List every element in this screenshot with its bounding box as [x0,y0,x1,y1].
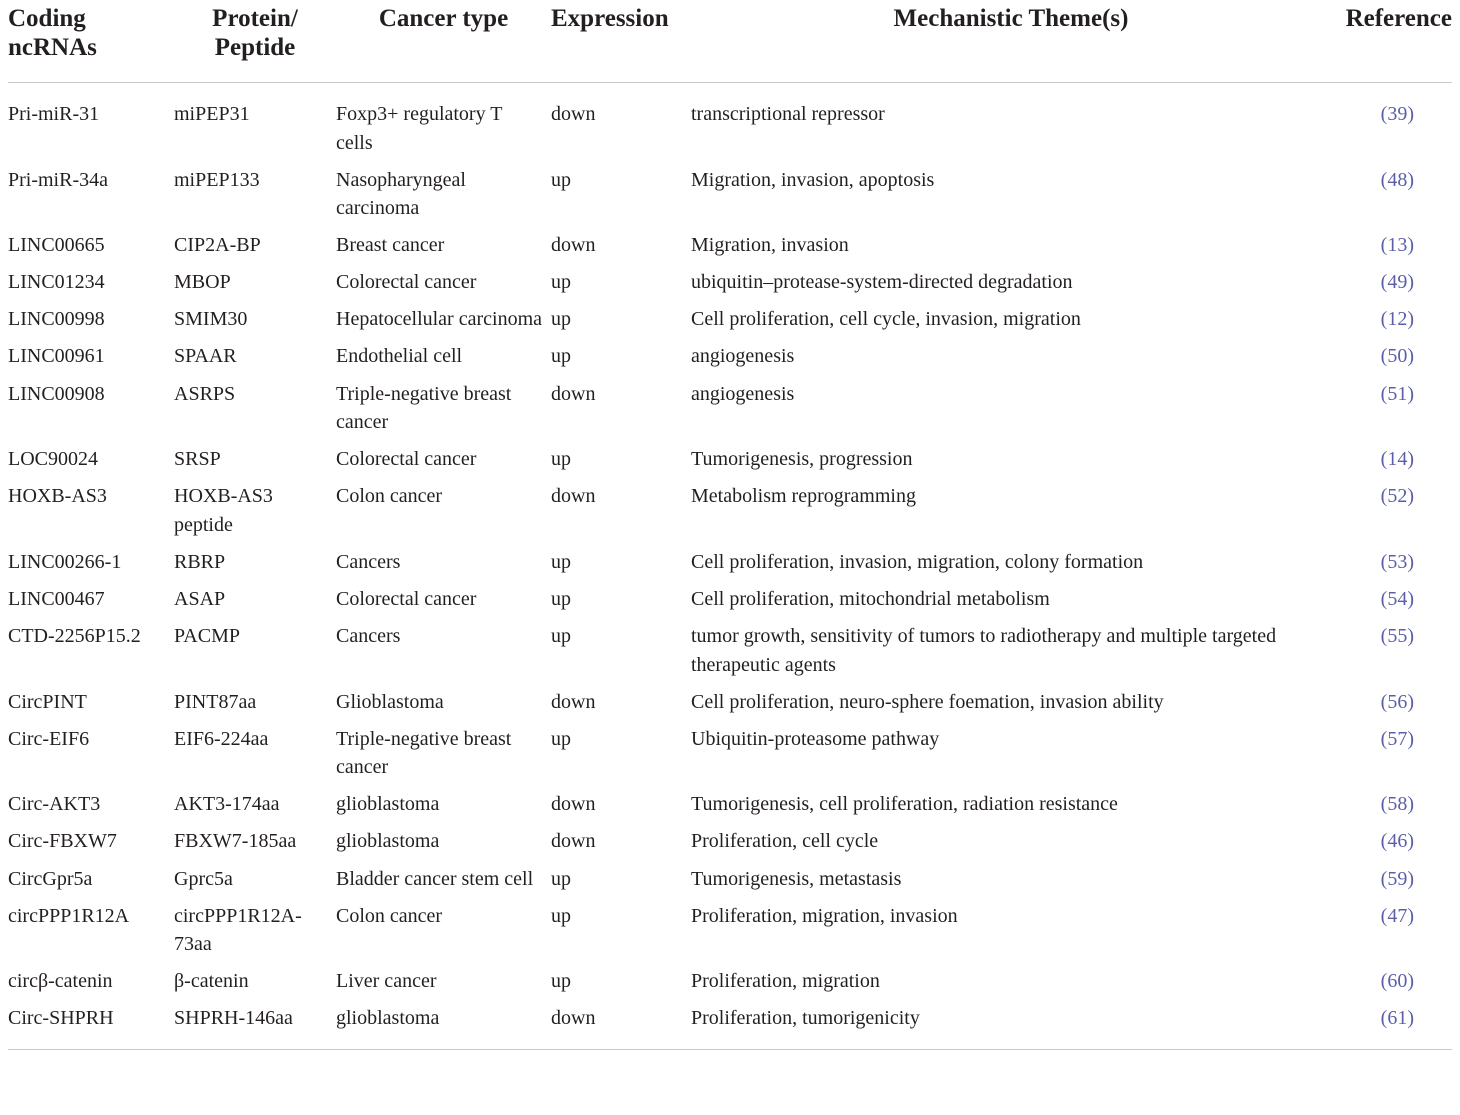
cell-cancer-type: Colorectal cancer [336,587,477,610]
ref-paren-open: ( [1380,308,1388,331]
cell-protein: SRSP [174,448,221,471]
cell-reference [1331,827,1452,864]
table-row [8,231,1452,268]
cell-cancer-type: Liver cancer [336,970,437,993]
table-row [8,865,1452,902]
reference-link[interactable]: 58 [1387,793,1408,816]
cell-protein: ASAP [174,587,226,610]
cell-ncrna: Pri-miR-31 [8,103,100,125]
ref-paren-close: ) [1407,550,1414,573]
cell-mechanistic-theme: Proliferation, tumorigenicity [691,1004,1331,1049]
header-coding-line1: Coding [8,5,86,32]
cell-protein: miPEP133 [174,168,260,191]
ref-paren-open: ( [1380,727,1388,750]
cell-ncrna: LINC00467 [8,587,105,610]
reference-link[interactable]: 47 [1387,904,1408,927]
cell-expression: down [551,793,596,816]
table-row [8,305,1452,342]
table-row [8,902,1452,968]
cell-protein: β-catenin [174,970,249,993]
ref-paren-close: ) [1407,867,1414,890]
header-reference: Reference [1331,0,1452,83]
cell-cancer-type: Breast cancer [336,234,445,257]
reference-link[interactable]: 51 [1387,382,1408,405]
table-row [8,166,1452,232]
ref-paren-close: ) [1407,830,1414,853]
cell-protein: AKT3-174aa [174,793,280,816]
reference-link[interactable]: 14 [1387,448,1408,471]
ref-paren-close: ) [1407,625,1414,648]
cell-protein: FBXW7-185aa [174,830,297,853]
cell-mechanistic-theme: Proliferation, cell cycle [691,830,879,853]
cell-ncrna: HOXB-AS3 [8,485,107,508]
cell-protein: ASRPS [174,382,236,405]
reference-link[interactable]: 50 [1387,345,1408,368]
ref-paren-open: ( [1380,168,1388,191]
cell-expression: up [551,448,571,471]
cell-ncrna: LINC00665 [8,234,105,257]
table-header [8,0,1452,83]
table-row [8,380,1452,446]
cell-cancer-type: Nasopharyngeal carcinoma [336,168,466,220]
reference-link[interactable]: 60 [1387,970,1408,993]
ref-paren-close: ) [1407,727,1414,750]
cell-cancer-type: glioblastoma [336,830,440,853]
cell-mechanistic-theme: transcriptional repressor [691,103,885,125]
table-row [8,342,1452,379]
ref-paren-open: ( [1380,690,1388,713]
cell-reference [1331,482,1452,548]
cell-mechanistic-theme: Migration, invasion, apoptosis [691,168,935,191]
cell-protein: MBOP [174,271,231,294]
cell-reference [1331,585,1452,622]
ref-paren-open: ( [1380,904,1388,927]
cell-expression: down [551,830,596,853]
cell-expression: up [551,904,571,927]
cell-cancer-type: glioblastoma [336,1004,551,1049]
cell-expression: down [551,382,596,405]
cell-cancer-type: Hepatocellular carcinoma [336,308,542,331]
table-row [8,268,1452,305]
cell-protein: miPEP31 [174,103,250,125]
ref-paren-close: ) [1407,587,1414,610]
cell-reference [1331,865,1452,902]
cell-reference [1331,548,1452,585]
cell-ncrna: CircPINT [8,690,87,713]
cell-protein: SMIM30 [174,308,248,331]
cell-cancer-type: Foxp3+ regulatory T cells [336,103,503,154]
cell-mechanistic-theme: Ubiquitin-proteasome pathway [691,727,940,750]
cell-expression: down [551,1004,691,1049]
ref-paren-close: ) [1407,690,1414,713]
cell-expression: up [551,271,571,294]
ref-paren-close: ) [1407,485,1414,508]
cell-reference [1331,268,1452,305]
cell-mechanistic-theme: Migration, invasion [691,234,849,257]
cell-ncrna: LINC00998 [8,308,105,331]
ref-paren-close: ) [1407,308,1414,331]
cell-protein: PACMP [174,625,240,648]
cell-expression: up [551,168,571,191]
cell-expression: up [551,970,571,993]
reference-link[interactable]: 13 [1387,234,1408,257]
cell-reference [1331,380,1452,446]
cell-expression: up [551,625,571,648]
cell-cancer-type: Triple-negative breast cancer [336,382,512,434]
ref-paren-close: ) [1407,970,1414,993]
cell-ncrna: LINC00961 [8,345,105,368]
table-row [8,1004,1452,1049]
header-protein-peptide [174,0,336,83]
ref-paren-open: ( [1380,448,1388,471]
cell-reference [1331,622,1452,688]
cell-cancer-type: Triple-negative breast cancer [336,727,512,779]
reference-link[interactable]: 39 [1387,103,1408,125]
cell-reference [1331,445,1452,482]
cell-reference [1331,1004,1452,1049]
cell-mechanistic-theme: angiogenesis [691,345,795,368]
reference-link[interactable]: 52 [1387,485,1408,508]
ncrna-peptide-table [8,0,1452,1050]
table-row [8,548,1452,585]
table-row [8,790,1452,827]
reference-link[interactable]: 57 [1387,727,1408,750]
cell-ncrna: LINC00266-1 [8,550,122,573]
cell-cancer-type: Cancers [336,625,401,648]
ref-paren-open: ( [1380,625,1388,648]
ncrna-peptide-table-container [8,0,1452,1050]
cell-reference [1331,166,1452,232]
cell-ncrna: CircGpr5a [8,867,93,890]
ref-paren-open: ( [1380,1007,1388,1030]
cell-ncrna: Pri-miR-34a [8,168,108,191]
header-expression: Expression [551,0,691,83]
cell-cancer-type: Colon cancer [336,485,443,508]
reference-link[interactable]: 49 [1387,271,1408,294]
cell-reference [1331,305,1452,342]
cell-protein: RBRP [174,550,226,573]
cell-protein: Gprc5a [174,867,233,890]
cell-ncrna: LINC00908 [8,382,105,405]
cell-expression: up [551,587,571,610]
ref-paren-open: ( [1380,234,1388,257]
ref-paren-close: ) [1407,271,1414,294]
cell-ncrna: CTD-2256P15.2 [8,625,141,648]
ref-paren-close: ) [1407,168,1414,191]
header-cancer-type: Cancer type [336,0,551,83]
cell-mechanistic-theme: Proliferation, migration, invasion [691,904,958,927]
cell-protein: HOXB-AS3 peptide [174,485,273,536]
cell-reference [1331,688,1452,725]
reference-link[interactable]: 61 [1387,1007,1408,1030]
header-protein-line2: Peptide [214,34,296,61]
cell-cancer-type: Glioblastoma [336,690,444,713]
ref-paren-open: ( [1380,271,1388,294]
cell-expression: down [551,103,596,125]
ref-paren-close: ) [1407,382,1414,405]
cell-cancer-type: Bladder cancer stem cell [336,867,534,890]
cell-mechanistic-theme: angiogenesis [691,382,795,405]
ref-paren-close: ) [1407,345,1414,368]
cell-ncrna: LOC90024 [8,448,98,471]
cell-ncrna: Circ-FBXW7 [8,830,117,853]
table-row [8,688,1452,725]
ref-paren-open: ( [1380,550,1388,573]
cell-expression: up [551,308,571,331]
cell-mechanistic-theme: Cell proliferation, cell cycle, invasion, migration [691,308,1081,331]
ref-paren-open: ( [1380,830,1388,853]
cell-reference [1331,342,1452,379]
cell-mechanistic-theme: Metabolism reprogramming [691,485,916,508]
cell-cancer-type: Cancers [336,550,401,573]
cell-expression: up [551,550,571,573]
cell-reference [1331,790,1452,827]
cell-mechanistic-theme: Tumorigenesis, cell proliferation, radiation resistance [691,793,1118,816]
ref-paren-open: ( [1380,103,1388,125]
cell-cancer-type: Colorectal cancer [336,448,477,471]
cell-mechanistic-theme: Tumorigenesis, metastasis [691,867,902,890]
cell-reference [1331,725,1452,791]
reference-link[interactable]: 55 [1387,625,1408,648]
header-mechanistic-themes: Mechanistic Theme(s) [691,0,1331,83]
cell-ncrna: circβ-catenin [8,970,113,993]
ref-paren-open: ( [1380,970,1388,993]
cell-expression: up [551,727,571,750]
ref-paren-open: ( [1380,345,1388,368]
ref-paren-open: ( [1380,382,1388,405]
cell-ncrna: Circ-SHPRH [8,1004,174,1049]
cell-cancer-type: Colon cancer [336,904,443,927]
cell-reference [1331,967,1452,1004]
table-row [8,445,1452,482]
ref-paren-close: ) [1407,234,1414,257]
table-body [8,83,1452,1050]
cell-mechanistic-theme: Cell proliferation, neuro-sphere foemation, invasion ability [691,690,1164,713]
header-coding-ncrnas [8,0,174,83]
cell-reference [1331,83,1452,166]
ref-paren-close: ) [1407,904,1414,927]
table-row [8,622,1452,688]
ref-paren-close: ) [1407,103,1414,125]
cell-expression: up [551,345,571,368]
cell-cancer-type: Colorectal cancer [336,271,477,294]
reference-link[interactable]: 53 [1387,550,1408,573]
reference-link[interactable]: 56 [1387,690,1408,713]
cell-expression: down [551,690,596,713]
table-row [8,967,1452,1004]
cell-reference [1331,902,1452,968]
cell-protein: SPAAR [174,345,237,368]
cell-protein: circPPP1R12A-73aa [174,904,302,956]
ref-paren-open: ( [1380,587,1388,610]
reference-link[interactable]: 12 [1387,308,1408,331]
ref-paren-close: ) [1407,448,1414,471]
cell-ncrna: Circ-EIF6 [8,727,90,750]
reference-link[interactable]: 48 [1387,168,1408,191]
cell-protein: PINT87aa [174,690,257,713]
table-row [8,725,1452,791]
cell-expression: up [551,867,571,890]
header-coding-line2: ncRNAs [8,34,97,61]
ref-paren-close: ) [1407,793,1414,816]
table-row [8,585,1452,622]
ref-paren-close: ) [1407,1007,1414,1030]
header-protein-line1: Protein/ [212,5,298,32]
cell-mechanistic-theme: Cell proliferation, mitochondrial metabolism [691,587,1050,610]
cell-protein: CIP2A-BP [174,234,261,257]
cell-cancer-type: Endothelial cell [336,345,463,368]
ref-paren-open: ( [1380,867,1388,890]
cell-cancer-type: glioblastoma [336,793,440,816]
header-row [8,0,1452,83]
reference-link[interactable]: 59 [1387,867,1408,890]
reference-link[interactable]: 54 [1387,587,1408,610]
ref-paren-open: ( [1380,793,1388,816]
cell-mechanistic-theme: Tumorigenesis, progression [691,448,913,471]
table-row [8,827,1452,864]
cell-protein: SHPRH-146aa [174,1004,336,1049]
table-row [8,83,1452,166]
cell-mechanistic-theme: ubiquitin–protease-system-directed degradation [691,271,1073,294]
cell-ncrna: circPPP1R12A [8,904,130,927]
cell-mechanistic-theme: tumor growth, sensitivity of tumors to radiotherapy and multiple targeted therapeutic agents [691,625,1277,676]
ref-paren-open: ( [1380,485,1388,508]
cell-mechanistic-theme: Proliferation, migration [691,970,880,993]
cell-protein: EIF6-224aa [174,727,269,750]
cell-expression: down [551,234,596,257]
table-row [8,482,1452,548]
cell-reference [1331,231,1452,268]
reference-link[interactable]: 46 [1387,830,1408,853]
cell-ncrna: LINC01234 [8,271,105,294]
cell-ncrna: Circ-AKT3 [8,793,101,816]
cell-mechanistic-theme: Cell proliferation, invasion, migration, colony formation [691,550,1144,573]
cell-expression: down [551,485,596,508]
